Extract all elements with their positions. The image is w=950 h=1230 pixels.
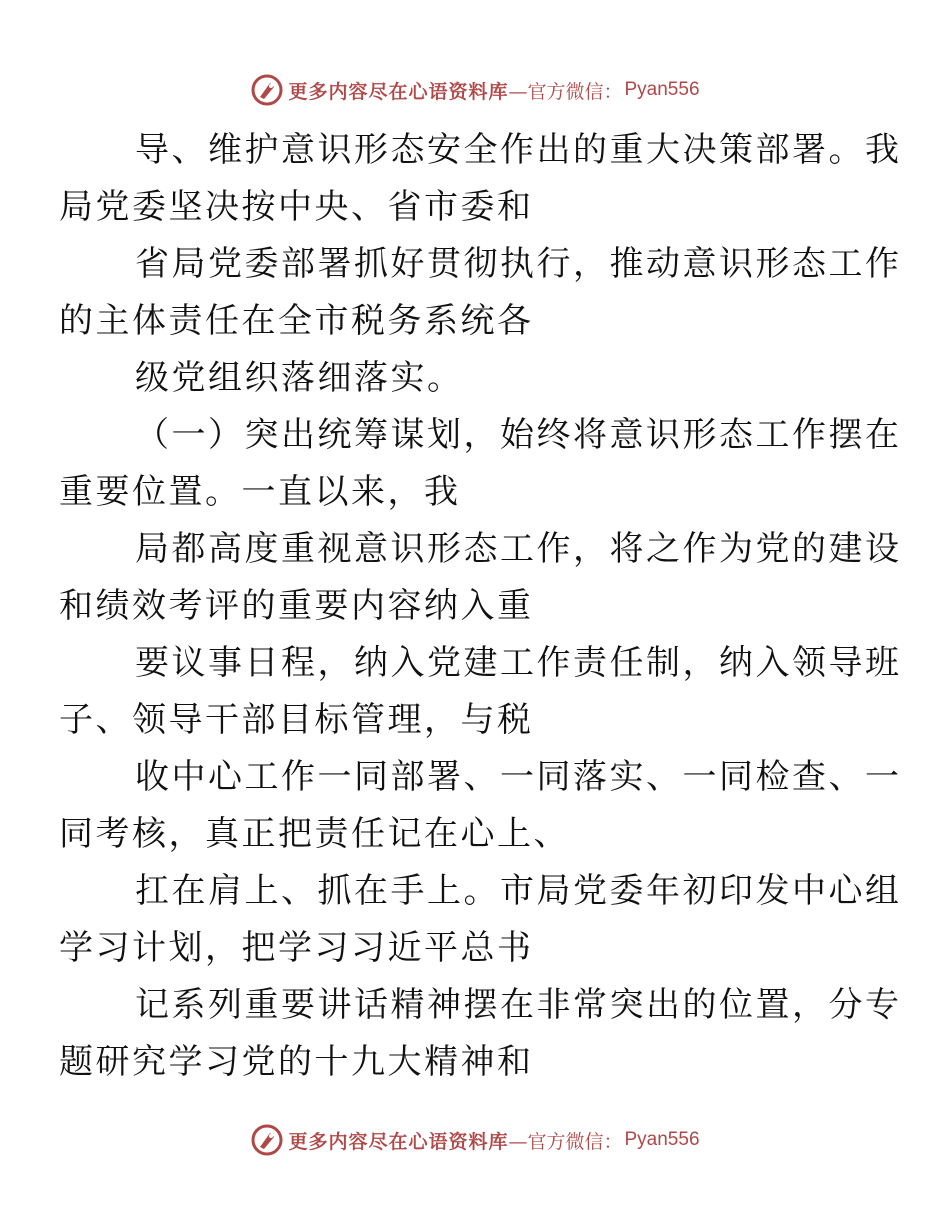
paragraph-line: 导、维护意识形态安全作出的重大决策部署。我: [135, 130, 902, 170]
watermark-banner-top: [0, 70, 950, 110]
paragraph-5: [59, 521, 902, 635]
paragraph-1: [59, 122, 902, 236]
paragraph-4: [59, 407, 902, 521]
paragraph-line: 的主体责任在全市税务系统各: [59, 301, 534, 341]
paragraph-7: [59, 749, 902, 863]
pen-nib-logo-icon: [250, 1123, 284, 1157]
paragraph-line: 学习计划，把学习习近平总书: [59, 928, 534, 968]
watermark-id: Pyan556: [624, 1129, 700, 1150]
paragraph-8: [59, 863, 902, 977]
paragraph-line: 局都高度重视意识形态工作，将之作为党的建设: [135, 529, 902, 569]
paragraph-line: 同考核，真正把责任记在心上、: [59, 814, 570, 854]
paragraph-line: 级党组织落细落实。: [135, 358, 464, 398]
paragraph-3: [97, 350, 857, 407]
watermark-banner-bottom: [0, 1120, 950, 1160]
paragraph-line: 和绩效考评的重要内容纳入重: [59, 586, 534, 626]
watermark-separator: —官方微信：: [508, 1130, 623, 1153]
paragraph-line: 重要位置。一直以来，我: [59, 472, 461, 512]
paragraph-line: 局党委坚决按中央、省市委和: [59, 187, 534, 227]
watermark-text: 更多内容尽在心语资料库: [288, 80, 509, 103]
paragraph-line: 子、领导干部目标管理，与税: [59, 700, 534, 740]
paragraph-line: 题研究学习党的十九大精神和: [59, 1042, 534, 1082]
paragraph-6: [59, 635, 902, 749]
paragraph-line: 省局党委部署抓好贯彻执行，推动意识形态工作: [135, 244, 902, 284]
paragraph-9: [59, 977, 902, 1091]
watermark-text: 更多内容尽在心语资料库: [288, 1130, 509, 1153]
pen-nib-logo-icon: [250, 73, 284, 107]
watermark-separator: —官方微信：: [508, 80, 623, 103]
paragraph-line: 记系列重要讲话精神摆在非常突出的位置，分专: [135, 985, 902, 1025]
document-body: [59, 122, 902, 1091]
paragraph-line: 要议事日程，纳入党建工作责任制，纳入领导班: [135, 643, 902, 683]
watermark-id: Pyan556: [624, 79, 700, 100]
paragraph-line: 收中心工作一同部署、一同落实、一同检查、一: [135, 757, 902, 797]
paragraph-line: 扛在肩上、抓在手上。市局党委年初印发中心组: [135, 871, 902, 911]
paragraph-line: （一）突出统筹谋划，始终将意识形态工作摆在: [135, 415, 902, 455]
paragraph-2: [59, 236, 902, 350]
